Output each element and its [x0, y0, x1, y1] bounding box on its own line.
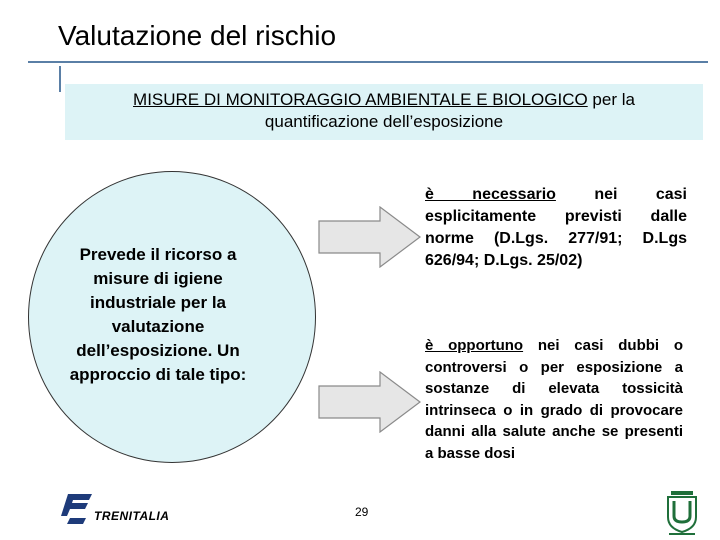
box1-text: nei casi esplicitamente previsti dalle norme (D.Lgs. 277/91; D.Lgs 626/94; D.Lgs. 25/02): [425, 186, 687, 269]
title-rule-vertical: [59, 66, 61, 92]
university-shield-icon: [665, 490, 699, 538]
trenitalia-logo-icon: [58, 492, 94, 526]
text-box-opportuno: [425, 335, 683, 464]
box2-text: nei casi dubbi o controversi o per esposizione a sostanze di elevata tossicità intrinseca o in grado di provocare danni alla salute anche se presenti a basse dosi: [425, 337, 683, 462]
banner: [65, 84, 703, 140]
page-number: 29: [355, 505, 369, 519]
circle-text: Prevede il ricorso a misure di igiene industriale per la valutazione dell’esposizione. Un approccio di tale tipo:: [69, 245, 247, 384]
banner-line2: quantificazione dell’esposizione: [264, 112, 504, 131]
box1-lead: è necessario: [425, 186, 556, 203]
banner-underlined-text: MISURE DI MONITORAGGIO AMBIENTALE E BIOLOGICO: [133, 90, 588, 109]
banner-rest-line1: per la: [587, 90, 635, 109]
title-rule: [28, 61, 708, 63]
box2-lead: è opportuno: [425, 337, 524, 354]
text-box-necessario: [425, 184, 687, 272]
trenitalia-logo-text: TRENITALIA: [94, 509, 170, 523]
arrow-right-icon: [318, 206, 422, 268]
arrow-right-icon: [318, 371, 422, 433]
slide-title: Valutazione del rischio: [58, 20, 337, 51]
